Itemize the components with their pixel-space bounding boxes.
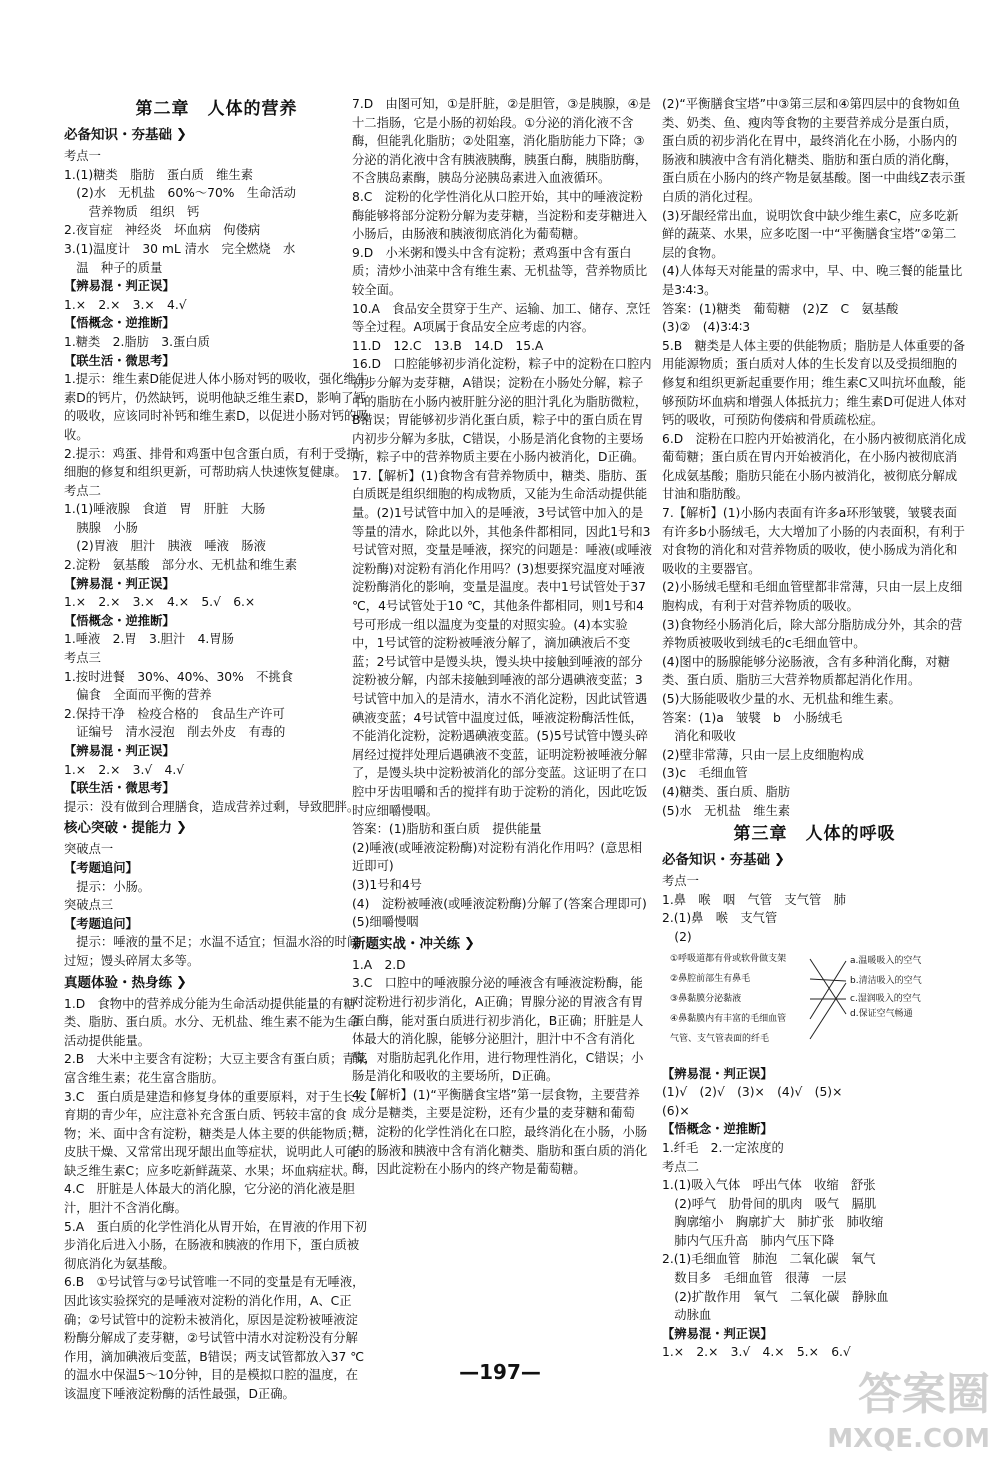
kaodian-2: 考点二 1.(1)吸入气体 呼出气体 收缩 舒张 (2)呼气 肋骨间的肌肉 吸气 膈肌 胸廓缩小 胸廓扩大 肺扩张 肺收缩 肺内气压升高 肺内气压下降 2.(1)毛细血管 肺泡 二氧化碳 氧气 数目多 毛细血管 很薄 一层 (2)扩散作用 氧气 二氧化碳 静脉血 动脉血: [662, 1159, 889, 1323]
diagram-left-label: ④鼻黏膜内有丰富的毛细血管: [670, 1013, 787, 1024]
answer-list: 1.A 2.D 3.C 口腔中的唾液腺分泌的唾液含有唾液淀粉酶，能对淀粉进行初步消化，A正确；胃腺分泌的胃液含有胃蛋白酶，能对蛋白质进行初步消化，B正确；肝脏是人体最大的消化腺，能够分泌胆汁，胆汁中不含有消化酶，对脂肪起乳化作用，进行物理性消化，C错误；小肠是消化和吸收的主要场所，D正确。 4.【解析】(1)“平衡膳食宝塔”第一层食物，主要营养成分是糖类，主要是淀粉，还有少量的麦芽糖和葡萄糖，淀粉的化学性消化在口腔，最终消化在小肠，小肠内的肠液和胰液中含有消化糖类、脂肪和蛋白质的消化酶，因此淀粉在小肠内的终产物是葡萄糖。: [352, 957, 648, 1177]
chevron-right-icon: ❯: [464, 935, 475, 951]
answer-17-final: 答案：(1)脂肪和蛋白质 提供能量 (2)唾液(或唾液淀粉酶)对淀粉有消化作用吗？(意思相近即可) (3)1号和4号 (4) 淀粉被唾液(或唾液淀粉酶)分解了(答案合理即可) (5)细嚼慢咽: [352, 822, 647, 930]
section-banner-core: [64, 818, 369, 838]
section-banner-basic: [662, 850, 967, 870]
answer-paragraph: 提示：没有做到合理膳食，造成营养过剩，导致肥胖。: [64, 799, 360, 814]
diagram-left-label: 气管、支气管表面的纤毛: [670, 1033, 770, 1044]
banner-label: 新题实战・冲关练: [352, 935, 460, 952]
section-banner-basic: [64, 125, 369, 145]
chevron-right-icon: ❯: [176, 820, 187, 836]
breakthrough-heading: 突破点一: [64, 842, 114, 857]
column-right: [662, 95, 967, 1362]
banner-label: 核心突破・提能力: [64, 820, 172, 837]
answer-line: 1.纤毛 2.一定浓度的: [662, 1140, 784, 1155]
watermark-text: 答案圈: [858, 1369, 990, 1420]
subhead-lianshenghuo: 【联生活・微思考】: [64, 353, 175, 368]
answer-list: 7.D 由图可知，①是肝脏，②是胆管，③是胰腺，④是十二指肠，它是小肠的初始段。①分泌的消化液不含酶，但能乳化脂肪；②处阻塞，消化脂肪能力下降；③分泌的消化液中含有胰液胰酶，胰蛋白酶，胰脂肪酶，不含胰岛素酶，胰岛分泌胰岛素进入血液循环。 8.C 淀粉的化学性消化从口腔开始，其中的唾液淀粉酶能够将部分淀粉分解为麦芽糖，当淀粉和麦芽糖进入小肠后，由肠液和胰液彻底消化为葡萄糖。 9.D 小米粥和馒头中含有淀粉；煮鸡蛋中含有蛋白质；清炒小油菜中含有维生素、无机盐等，营养物质比较全面。 10.A 食品安全贯穿于生产、运输、加工、储存、烹饪等全过程。A项属于食品安全应考虑的内容。 11.D 12.C 13.B 14.D 15.A 16.D 口腔能够初步消化淀粉，粽子中的淀粉在口腔内初步分解为麦芽糖，A错误；淀粉在小肠处分解，粽子中的脂肪在小肠内被肝脏分泌的胆汁乳化为脂肪微粒，B错误；胃能够初步消化蛋白质，粽子中的蛋白质在胃内初步分解为多肽，C错误，小肠是消化食物的主要场所，粽子中的营养物质主要在小肠内被消化，D正确。: [352, 97, 652, 465]
subhead-wugainian: 【悟概念・逆推断】: [64, 316, 175, 331]
diagram-right-label: d.保证空气畅通: [850, 1008, 913, 1019]
subhead-bianyi: 【辨易混・判正误】: [64, 744, 175, 758]
answer-line: (1)√ (2)√ (3)× (4)√ (5)× (6)×: [662, 1085, 843, 1118]
diagram-right-label: b.清洁吸入的空气: [850, 975, 922, 986]
banner-label: 必备知识・夯基础: [64, 127, 172, 143]
banner-label: 真题体验・热身练: [64, 974, 172, 991]
answer-17-analysis: 17.【解析】(1)食物含有营养物质中，糖类、脂肪、蛋白质既是组织细胞的构成物质，又能为生命活动提供能量。(2)1号试管中加入的是唾液，3号试管中加入的是等量的清水，除此以外，其他条件都相同，因此1号和3号试管对照，变量是唾液，探究的问题是：唾液(或唾液淀粉酶)对淀粉有消化作用吗？(3)想要探究温度对唾液淀粉酶消化的影响，变量是温度。表中1号试管处于37 ℃，4号试管处于10 ℃，其他条件都相同，则1号和4号可形成一组以温度为变量的对照实验。(4)本实验中，1号试管的淀粉被唾液分解了，滴加碘液后不变蓝；2号试管中是馒头块，馒头块中接触到唾液的部分淀粉被分解，内部未接触到唾液的部分遇碘液变蓝；3号试管中加入的是清水，清水不消化淀粉，因此试管遇碘液变蓝；4号试管中温度过低，唾液淀粉酶活性低，不能消化淀粉，淀粉遇碘液变蓝。(5)5号试管中馒头碎屑经过搅拌处理后遇碘液不变蓝，证明淀粉被唾液分解了，是馒头块中淀粉被消化的部分变蓝。这证明了在口腔中牙齿咀嚼和舌的搅拌有助于淀粉的消化，因此吃饭时应细嚼慢咽。: [352, 468, 652, 818]
breakthrough-heading: 突破点三: [64, 898, 114, 913]
section-banner-real: [64, 973, 369, 993]
diagram-left-label: ①呼吸道都有骨或软骨做支架: [670, 953, 787, 964]
answer-list: (2)“平衡膳食宝塔”中③第三层和④第四层中的食物如鱼类、奶类、鱼、瘦肉等食物的主要营养成分是蛋白质，蛋白质的初步消化在胃中，最终消化在小肠，小肠内的肠液和胰液中含有消化糖类、脂肪和蛋白质的消化酶，蛋白质在小肠内的终产物是氨基酸。图一中曲线Z表示蛋白质的消化过程。 (3)牙龈经常出血，说明饮食中缺少维生素C，应多吃新鲜的蔬菜、水果，应多吃图一中“平衡膳食宝塔”②第二层的食物。 (4)人体每天对能量的需求中，早、中、晚三餐的能量比是3∶4∶3。 答案：(1)糖类 葡萄糖 (2)Z C 氨基酸 (3)② (4)3∶4∶3 5.B 糖类是人体主要的供能物质；脂肪是人体重要的备用能源物质；蛋白质对人体的生长发育以及受损细胞的修复和组织更新起重要作用；维生素C又叫抗坏血酸，能够预防坏血病和增强人体抵抗力；维生素D可促进人体对钙的吸收，可预防佝偻病和骨质疏松症。 6.D 淀粉在口腔内开始被消化，在小肠内被彻底消化成葡萄糖；蛋白质在胃内开始被消化，在小肠内被彻底消化成氨基酸；脂肪只能在小肠内被消化，被彻底分解成甘油和脂肪酸。 7.【解析】(1)小肠内表面有许多a环形皱襞，皱襞表面有许多b小肠绒毛，大大增加了小肠的内表面积，有利于对食物的消化和对营养物质的吸收，使小肠成为消化和吸收的主要器官。 (2)小肠绒毛壁和毛细血管壁都非常薄，只由一层上皮细胞构成，有利于对营养物质的吸收。 (3)食物经小肠消化后，除大部分脂肪成分外，其余的营养物质被吸收到绒毛的c毛细血管中。 (4)图中的肠腺能够分泌肠液，含有多种消化酶，对糖类、蛋白质、脂肪三大营养物质都起消化作用。 (5)大肠能吸收少量的水、无机盐和维生素。 答案：(1)a 皱襞 b 小肠绒毛 消化和吸收 (2)壁非常薄，只由一层上皮细胞构成 (3)c 毛细血管 (4)糖类、蛋白质、脂肪 (5)水 无机盐 维生素: [662, 97, 967, 818]
diagram-left-label: ②鼻腔前部生有鼻毛: [670, 973, 751, 984]
answer-paragraph: 1.提示：维生素D能促进人体小肠对钙的吸收，强化维生素D的钙片，仍然缺钙，说明他缺乏维生素D，影响了钙的吸收，应该同时补钙和维生素D，以促进小肠对钙的吸收。 2.提示：鸡蛋、排骨和鸡蛋中包含蛋白质，有利于受损细胞的修复和组织更新，可帮助病人快速恢复健康。: [64, 372, 369, 480]
subhead-bianyi: 【辨易混・判正误】: [64, 279, 175, 294]
subhead-lianshenghuo: 【联生活・微思考】: [64, 781, 175, 796]
subhead-kaoti: 【考题追问】: [64, 860, 138, 875]
match-line: [810, 979, 846, 981]
chapter-title: 第三章 人体的呼吸: [733, 824, 896, 845]
subhead-wugainian: 【悟概念・逆推断】: [662, 1122, 773, 1137]
column-middle: [352, 95, 652, 1179]
answer-line: 1.× 2.× 3.× 4.√: [64, 297, 187, 312]
match-line: [810, 959, 846, 1014]
column-left: [64, 95, 369, 1404]
kaodian-1: 考点一 1.(1)糖类 脂肪 蛋白质 维生素 (2)水 无机盐 60%～70% 生命活动 营养物质 组织 钙 2.夜盲症 神经炎 坏血病 佝偻病 3.(1)温度计 30 mL 清水 完全燃烧 水 温 种子的质量: [64, 149, 296, 275]
answer-line: 提示：小肠。: [64, 879, 151, 894]
section-banner-new: [352, 934, 652, 954]
diagram-left-label: ③鼻黏膜分泌黏液: [670, 993, 742, 1004]
subhead-bianyi: 【辨易混・判正误】: [662, 1326, 773, 1341]
subhead-bianyi: 【辨易混・判正误】: [64, 576, 175, 591]
answer-line: 1.× 2.× 3.√ 4.× 5.× 6.√: [662, 1345, 851, 1360]
matching-diagram: [670, 951, 930, 1061]
answer-line: 1.糖类 2.脂肪 3.蛋白质: [64, 334, 210, 349]
chevron-right-icon: ❯: [176, 127, 187, 142]
subhead-wugainian: 【悟概念・逆推断】: [64, 613, 175, 628]
page-number: —197—: [459, 1360, 541, 1384]
diagram-right-label: c.湿润吸入的空气: [850, 993, 921, 1004]
banner-label: 必备知识・夯基础: [662, 852, 770, 869]
subhead-kaoti: 【考题追问】: [64, 916, 138, 931]
watermark-logo: [827, 1369, 990, 1461]
watermark-url: MXQE.COM: [827, 1424, 990, 1454]
diagram-right-label: a.温暖吸入的空气: [850, 955, 922, 966]
answer-list: 1.D 食物中的营养成分能为生命活动提供能量的有糖类、脂肪、蛋白质。水分、无机盐、维生素不能为生命活动提供能量。 2.B 大米中主要含有淀粉；大豆主要含有蛋白质；青菜富含维生素；花生富含脂肪。 3.C 蛋白质是建造和修复身体的重要原料，对于生长发育期的青少年，应注意补充含蛋白质、钙较丰富的食物；米、面中含有淀粉，糖类是人体主要的供能物质；皮肤干燥、又常常出现牙龈出血等症状，说明此人可能缺乏维生素C；应多吃新鲜蔬菜、水果；坏血病症状。 4.C 肝脏是人体最大的消化腺，它分泌的消化液是胆汁，胆汁不含消化酶。 5.A 蛋白质的化学性消化从胃开始，在胃液的作用下初步消化后进入小肠，在肠液和胰液的作用下，蛋白质被彻底消化为氨基酸。 6.B ①号试管与②号试管唯一不同的变量是有无唾液，因此该实验探究的是唾液对淀粉的消化作用，A、C正确；②号试管中的淀粉未被消化，原因是淀粉被唾液淀粉酶分解成了麦芽糖，②号试管中清水对淀粉没有分解作用，滴加碘液后变蓝，B错误；两支试管都放入37 ℃的温水中保温5～10分钟，目的是模拟口腔的温度，在该温度下唾液淀粉酶的活性最强，D正确。: [64, 996, 368, 1401]
answer-paragraph: 提示：唾液的量不足；水温不适宜；恒温水浴的时间过短；馒头碎屑太多等。: [64, 935, 360, 968]
chapter-title: 第二章 人体的营养: [135, 99, 298, 119]
chevron-right-icon: ❯: [176, 974, 187, 990]
answer-line: 1.唾液 2.胃 3.胆汁 4.胃肠: [64, 632, 234, 647]
subhead-bianyi: 【辨易混・判正误】: [662, 1066, 773, 1081]
kaodian-1: 考点一 1.鼻 喉 咽 气管 支气管 肺 2.(1)鼻 喉 支气管 (2): [662, 874, 846, 944]
kaodian-2: 考点二 1.(1)唾液腺 食道 胃 肝脏 大肠 胰腺 小肠 (2)胃液 胆汁 胰液 唾液 肠液 2.淀粉 氨基酸 部分水、无机盐和维生素: [64, 483, 298, 573]
kaodian-3: 考点三 1.按时进餐 30%、40%、30% 不挑食 偏食 全面而平衡的营养 2.保持干净 检疫合格的 食品生产许可 证编号 清水浸泡 削去外皮 有毒的: [64, 651, 293, 740]
answer-line: 1.× 2.× 3.× 4.× 5.√ 6.×: [64, 595, 256, 610]
chevron-right-icon: ❯: [774, 852, 785, 868]
answer-line: 1.× 2.× 3.√ 4.√: [64, 762, 185, 777]
